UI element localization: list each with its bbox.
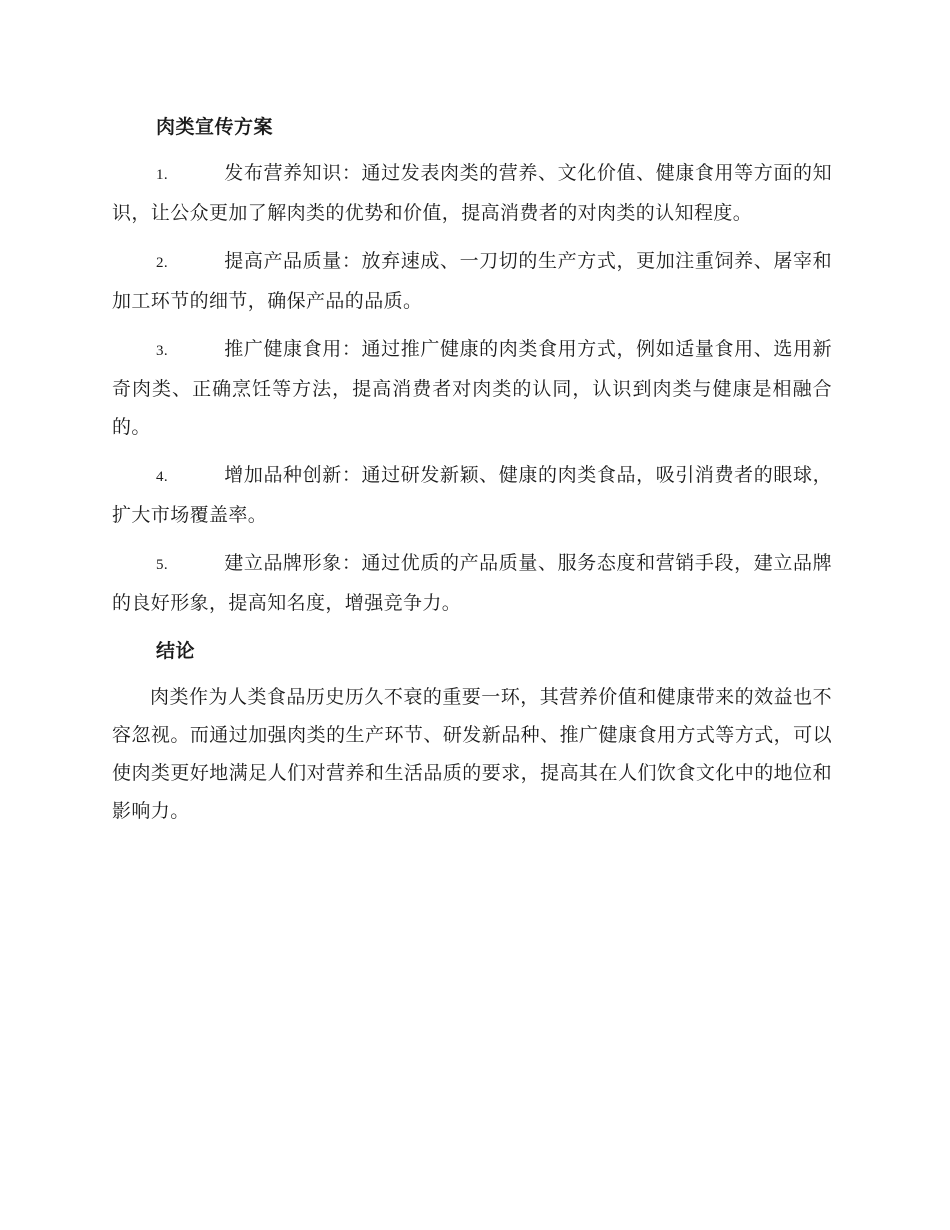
conclusion-paragraph: 肉类作为人类食品历史历久不衰的重要一环，其营养价值和健康带来的效益也不容忽视。而通过加强肉类的生产环节、研发新品种、推广健康食用方式等方式，可以使肉类更好地满足人们对营养和生活品质的要求，提高其在人们饮食文化中的地位和影响力。 (112, 686, 832, 822)
list-item-number: 1. (156, 167, 169, 183)
list-item (112, 456, 832, 534)
list-item-text: 推广健康食用：通过推广健康的肉类食用方式，例如适量食用、选用新奇肉类、正确烹饪等方法，提高消费者对肉类的认同，认识到肉类与健康是相融合的。 (112, 338, 832, 438)
list-item-text: 建立品牌形象：通过优质的产品质量、服务态度和营销手段，建立品牌的良好形象，提高知名度，增强竞争力。 (112, 552, 832, 614)
list-item (112, 154, 832, 232)
list-item-number: 5. (156, 557, 169, 573)
list-item-number: 2. (156, 255, 169, 271)
list-item (112, 544, 832, 622)
list-item (112, 330, 832, 446)
section-title: 肉类宣传方案 (156, 116, 274, 138)
list-item-text: 提高产品质量：放弃速成、一刀切的生产方式，更加注重饲养、屠宰和加工环节的细节，确保产品的品质。 (112, 250, 832, 312)
document-page (112, 108, 832, 830)
conclusion-title: 结论 (156, 640, 196, 662)
list-item-number: 4. (156, 469, 169, 485)
list-item-number: 3. (156, 343, 169, 359)
list-item-text: 发布营养知识：通过发表肉类的营养、文化价值、健康食用等方面的知识，让公众更加了解肉类的优势和价值，提高消费者的对肉类的认知程度。 (112, 162, 832, 224)
list-item (112, 242, 832, 320)
list-item-text: 增加品种创新：通过研发新颖、健康的肉类食品，吸引消费者的眼球，扩大市场覆盖率。 (112, 464, 832, 526)
